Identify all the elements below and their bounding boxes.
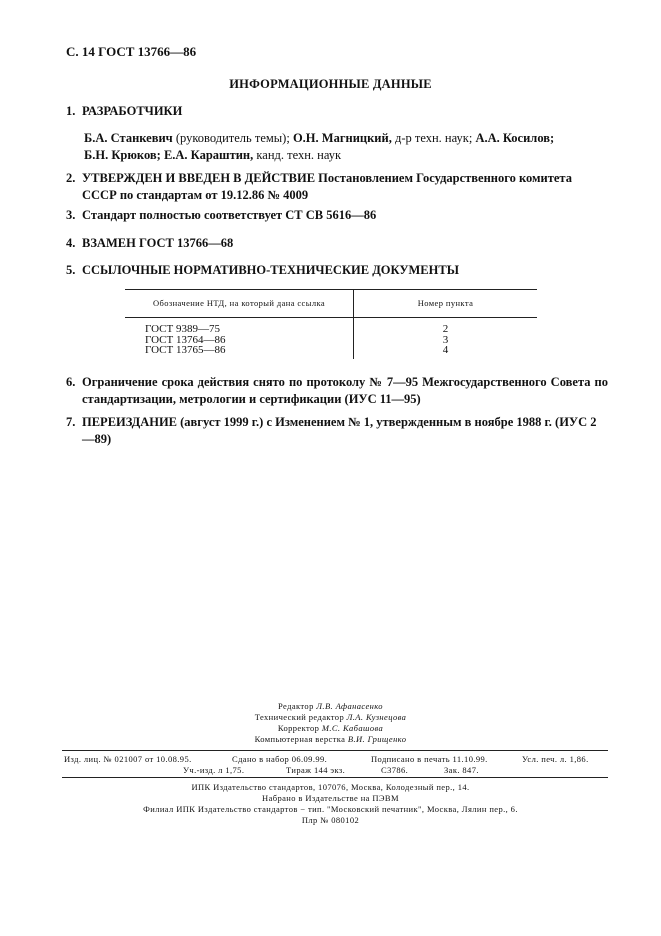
header-text: Обозначение НТД, на который дана ссылка: [152, 298, 326, 308]
layout-label: Компьютерная верстка: [254, 734, 346, 744]
tech-editor-line: [0, 712, 661, 723]
developer-role: канд. техн. наук: [253, 148, 342, 162]
editor-label: Редактор: [278, 701, 314, 711]
editor-name: Л.В. Афанасенко: [316, 701, 383, 711]
table-row: [125, 345, 537, 359]
table-cell-document: ГОСТ 9389—75: [125, 318, 354, 335]
page-header: С. 14 ГОСТ 13766—86: [66, 44, 197, 59]
developer-role: д-р техн. наук;: [391, 131, 476, 145]
table-cell-clause: 3: [442, 333, 449, 346]
section-text: Стандарт полностью соответствует СТ СВ 5616—86: [82, 208, 377, 222]
license-text: Изд. лиц. № 021007 от 10.08.95.: [64, 754, 192, 764]
developer-name: Б.А. Станкевич: [84, 131, 173, 145]
section-text: УТВЕРЖДЕН И ВВЕДЕН В ДЕЙСТВИЕ Постановлением Государственного комитета СССР по стандартам от 19.12.86 № 4009: [82, 171, 572, 202]
section-text: РАЗРАБОТЧИКИ: [82, 104, 183, 118]
publisher-address: ИПК Издательство стандартов, 107076, Москва, Колодезный пер., 14.: [191, 782, 470, 792]
column-header-document: [125, 290, 354, 318]
developer-role: (руководитель темы);: [172, 131, 293, 145]
publishing-sheets: Уч.-изд. л 1,75.: [183, 765, 245, 775]
print-house: Филиал ИПК Издательство стандартов − тип. "Московский печатник", Москва, Лялин пер., 6.: [143, 804, 518, 814]
print-run: Тираж 144 экз.: [286, 765, 346, 775]
tech-editor-name: Л.А. Кузнецова: [346, 712, 407, 722]
print-sheets: Усл. печ. л. 1,86.: [522, 754, 589, 764]
table-cell-document: ГОСТ 13765—86: [125, 345, 354, 359]
print-code: С3786.: [381, 765, 409, 775]
layout-line: [0, 734, 661, 745]
column-header-clause: Номер пункта: [354, 290, 538, 318]
layout-name: В.И. Грищенко: [347, 734, 407, 744]
table-row: [125, 318, 537, 335]
section-number: 5.: [66, 263, 76, 277]
typeset-date: Сдано в набор 06.09.99.: [232, 754, 328, 764]
corrector-label: Корректор: [277, 723, 320, 733]
plr-number: Плр № 080102: [301, 815, 360, 825]
editor-line: [0, 701, 661, 712]
corrector-line: [0, 723, 661, 734]
section-text: ПЕРЕИЗДАНИЕ (август 1999 г.) с Изменением № 1, утвержденным в ноябре 1988 г. (ИУС 2—89): [82, 415, 597, 446]
section-number: 6.: [66, 375, 76, 389]
signed-date: Подписано в печать 11.10.99.: [371, 754, 488, 764]
developers-list: [84, 130, 604, 164]
section-text: ССЫЛОЧНЫЕ НОРМАТИВНО-ТЕХНИЧЕСКИЕ ДОКУМЕНТЫ: [82, 263, 459, 277]
divider: [62, 777, 608, 778]
divider: [62, 750, 608, 751]
section-text: ВЗАМЕН ГОСТ 13766—68: [82, 236, 234, 250]
section-number: 4.: [66, 236, 76, 250]
developer-name: О.Н. Магницкий,: [292, 131, 392, 145]
section-number: 7.: [66, 415, 76, 429]
page-title: ИНФОРМАЦИОННЫЕ ДАННЫЕ: [229, 77, 432, 91]
table-cell-document: ГОСТ 13764—86: [125, 335, 354, 346]
tech-editor-label: Технический редактор: [254, 712, 345, 722]
corrector-name: М.С. Кабашова: [321, 723, 384, 733]
order-number: Зак. 847.: [444, 765, 479, 775]
table-cell-clause: 4: [442, 344, 449, 356]
typeset-note: Набрано в Издательстве на ПЭВМ: [262, 793, 399, 803]
table-cell-clause: 2: [442, 323, 449, 335]
section-number: 2.: [66, 171, 76, 185]
developer-name: А.А. Косилов;: [475, 131, 555, 145]
reference-table: [125, 289, 537, 359]
section-text: Ограничение срока действия снято по протоколу № 7—95 Межгосударственного Совета по стандартизации, метрологии и сертификации (ИУС 11—95): [82, 375, 608, 406]
section-number: 3.: [66, 208, 76, 222]
section-number: 1.: [66, 104, 76, 118]
developer-name: Б.Н. Крюков; Е.А. Караштин,: [84, 148, 254, 162]
